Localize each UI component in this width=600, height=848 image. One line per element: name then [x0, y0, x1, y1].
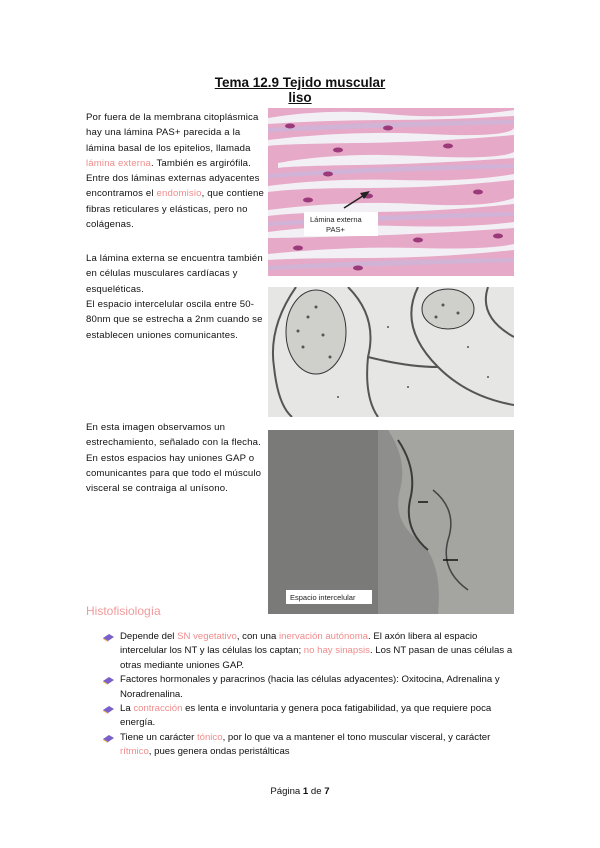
paragraph-lamina-externa	[86, 110, 266, 232]
text: Depende del	[120, 631, 178, 642]
text: Tiene un carácter	[120, 731, 197, 743]
page-number: 1	[302, 786, 309, 797]
image-label-espacio-intercelular: Espacio intercelular	[290, 593, 356, 602]
bullet-list	[100, 630, 520, 760]
text: . También es argirófila. Entre dos láminas externas adyacentes encontramos el	[86, 157, 260, 200]
image-label-lamina-externa: Lámina externa	[310, 215, 362, 224]
page-total: 7	[324, 786, 330, 797]
highlight-lamina-externa: lámina externa	[86, 157, 152, 169]
text: , por lo que va a mantener el tono muscular visceral, y carácter	[222, 731, 491, 743]
electron-micrograph-intercellular	[268, 287, 514, 417]
highlight-tonico: tónico	[196, 731, 223, 743]
text: La	[120, 703, 134, 715]
highlight-ritmico: rítmico	[120, 746, 149, 758]
paragraph-lamina-other-cells: La lámina externa se encuentra también en células musculares cardíacas y esqueléticas.	[86, 253, 263, 295]
list-item	[100, 731, 520, 760]
text: Factores hormonales y paracrinos (hacia las células adyacentes): Oxitocina, Adrenalina y Noradrenalina.	[120, 674, 500, 700]
bullet-book-icon	[103, 733, 114, 743]
electron-micrograph-gap-junction	[268, 430, 514, 614]
list-item	[100, 702, 520, 731]
text: , con una	[236, 631, 279, 642]
text: , que contiene fibras reticulares y elásticas, pero no colágenas.	[86, 188, 264, 231]
section-heading-histofisiologia: Histofisiología	[86, 604, 161, 618]
text: . Los NT pasan de unas células a otras mediante uniones GAP.	[120, 645, 513, 671]
text: de	[308, 786, 325, 797]
text: Por fuera de la membrana citoplásmica hay una lámina PAS+ parecida a la lámina basal de los epitelios, llamada	[86, 112, 259, 154]
page-title	[0, 75, 600, 105]
text: Página	[270, 786, 303, 797]
text: es lenta e involuntaria y genera poca fatigabilidad, ya que requiere poca energía.	[120, 703, 492, 729]
text: . El axón libera al espacio intercelular los NT y las células los captan;	[120, 631, 478, 657]
list-item	[100, 673, 520, 702]
title-line-2: liso	[288, 90, 312, 105]
highlight-endomisio: endomisio	[156, 188, 202, 200]
highlight-contraccion: contracción	[133, 703, 183, 715]
page-footer	[0, 786, 600, 797]
bullet-book-icon	[103, 675, 114, 685]
highlight-sn-vegetativo: SN vegetativo	[177, 631, 237, 642]
highlight-no-sinapsis: no hay sinapsis	[303, 645, 370, 657]
bullet-book-icon	[103, 704, 114, 714]
bullet-book-icon	[103, 632, 114, 642]
text: , pues genera ondas peristálticas	[148, 746, 290, 758]
paragraph-intercellular-space: El espacio intercelular oscila entre 50-80nm que se estrecha a 2nm cuando se establecen uniones comunicantes.	[86, 299, 263, 341]
list-item	[100, 630, 520, 673]
image-label-pas: PAS+	[326, 225, 345, 234]
histology-image-pas	[268, 108, 514, 276]
paragraph-gap-junctions: En esta imagen observamos un estrechamiento, señalado con la flecha. En estos espacios hay uniones GAP o comunicantes para que todo el músculo visceral se contraiga al unísono.	[86, 422, 262, 495]
highlight-inervacion: inervación autónoma	[278, 631, 369, 642]
title-line-1: Tema 12.9 Tejido muscular	[214, 75, 386, 90]
